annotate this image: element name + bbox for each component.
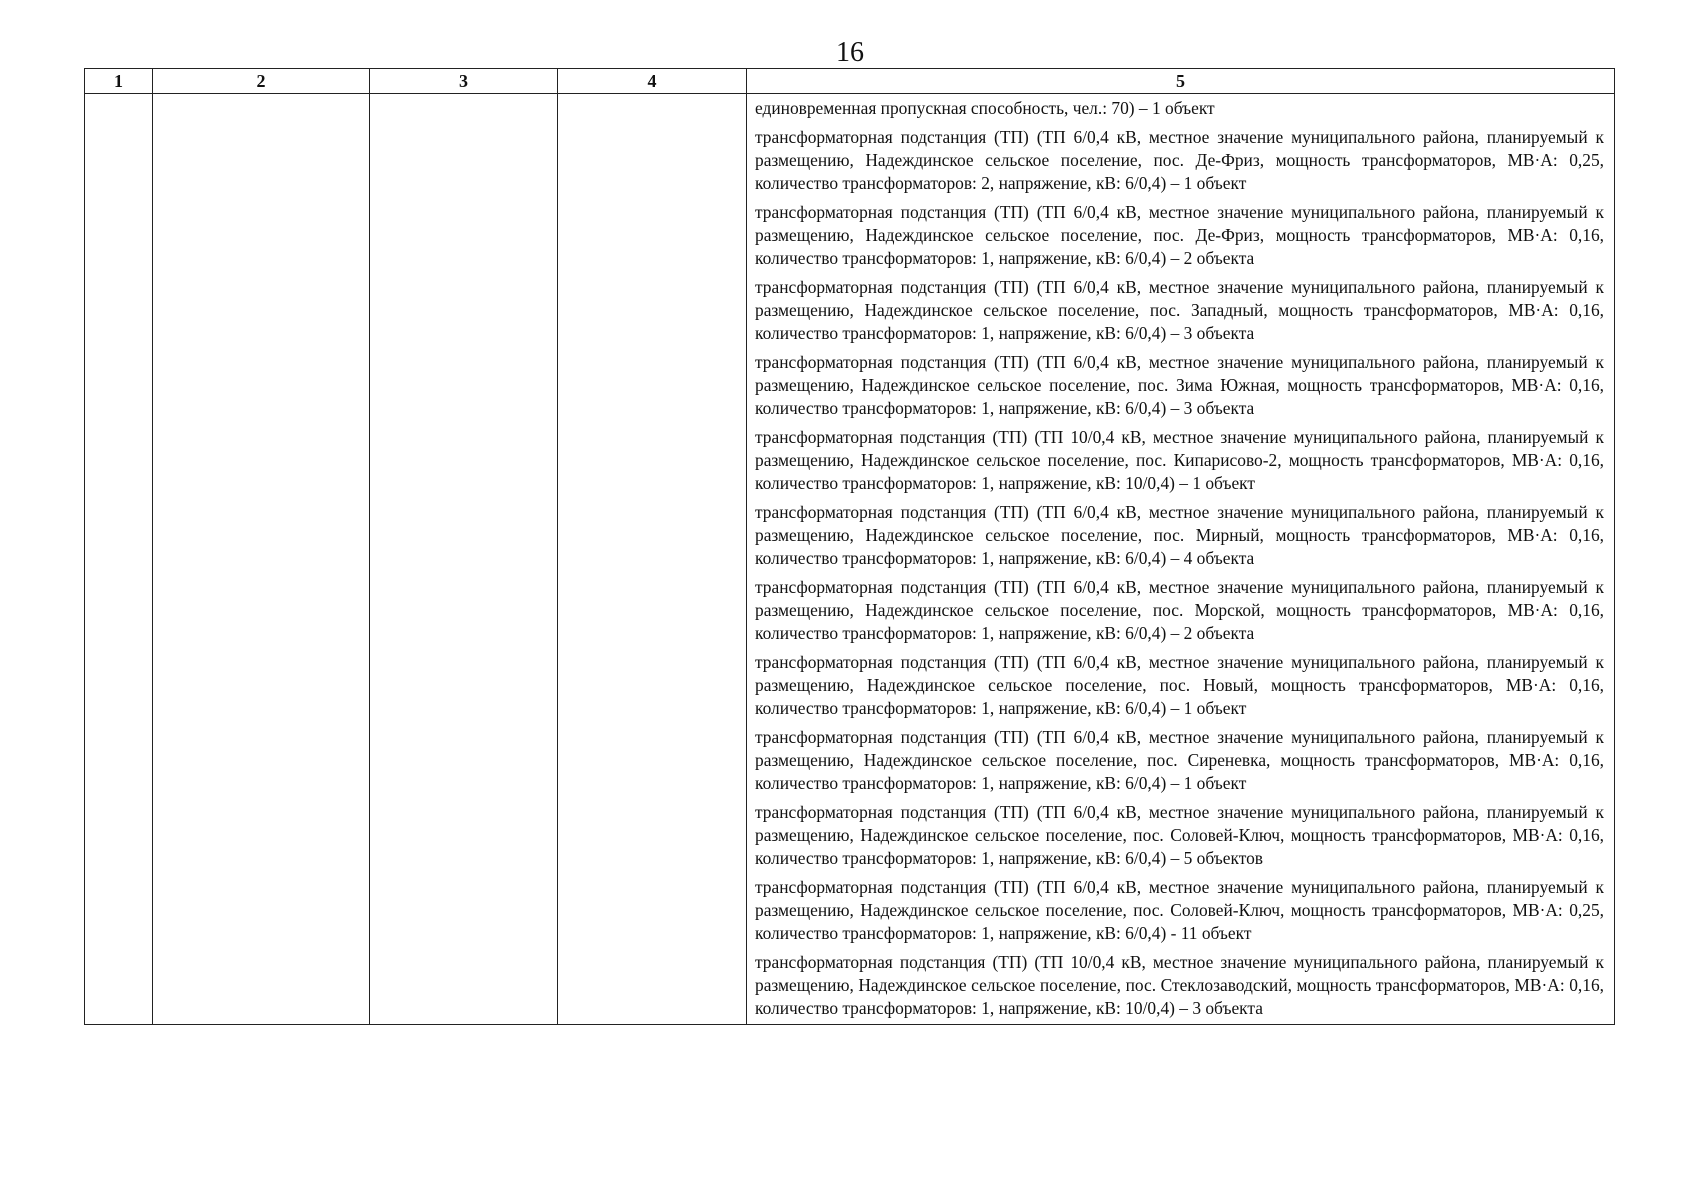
entry-paragraph: трансформаторная подстанция (ТП) (ТП 6/0,4 кВ, местное значение муниципального района, планируемый к размещению, Надеждинское сельское поселение, пос. Де-Фриз, мощность трансформаторов, МВ·А: 0,16, количество трансформаторов: 1, напряжение, кВ: 6/0,4) – 2 объекта xyxy=(755,202,1604,268)
entry-paragraph: трансформаторная подстанция (ТП) (ТП 10/0,4 кВ, местное значение муниципального района, планируемый к размещению, Надеждинское сельское поселение, пос. Кипарисово-2, мощность трансформаторов, МВ·А: 0,16, количество трансформаторов: 1, напряжение, кВ: 10/0,4) – 1 объект xyxy=(755,427,1604,493)
table-header-row xyxy=(85,69,1615,94)
entry-paragraph: трансформаторная подстанция (ТП) (ТП 6/0,4 кВ, местное значение муниципального района, планируемый к размещению, Надеждинское сельское поселение, пос. Сиреневка, мощность трансформаторов, МВ·А: 0,16, количество трансформаторов: 1, напряжение, кВ: 6/0,4) – 1 объект xyxy=(755,727,1604,793)
cell-col-3 xyxy=(370,94,558,1025)
column-header-5: 5 xyxy=(747,69,1615,94)
document-table xyxy=(84,68,1615,1025)
column-header-3: 3 xyxy=(370,69,558,94)
cell-col-1 xyxy=(85,94,153,1025)
entry-paragraph: трансформаторная подстанция (ТП) (ТП 6/0,4 кВ, местное значение муниципального района, планируемый к размещению, Надеждинское сельское поселение, пос. Западный, мощность трансформаторов, МВ·А: 0,16, количество трансформаторов: 1, напряжение, кВ: 6/0,4) – 3 объекта xyxy=(755,277,1604,343)
column-header-1: 1 xyxy=(85,69,153,94)
entry-paragraph: трансформаторная подстанция (ТП) (ТП 6/0,4 кВ, местное значение муниципального района, планируемый к размещению, Надеждинское сельское поселение, пос. Соловей-Ключ, мощность трансформаторов, МВ·А: 0,16, количество трансформаторов: 1, напряжение, кВ: 6/0,4) – 5 объектов xyxy=(755,802,1604,868)
entry-paragraph: трансформаторная подстанция (ТП) (ТП 6/0,4 кВ, местное значение муниципального района, планируемый к размещению, Надеждинское сельское поселение, пос. Новый, мощность трансформаторов, МВ·А: 0,16, количество трансформаторов: 1, напряжение, кВ: 6/0,4) – 1 объект xyxy=(755,652,1604,718)
cell-col-5 xyxy=(747,94,1615,1025)
entry-paragraph: трансформаторная подстанция (ТП) (ТП 6/0,4 кВ, местное значение муниципального района, планируемый к размещению, Надеждинское сельское поселение, пос. Мирный, мощность трансформаторов, МВ·А: 0,16, количество трансформаторов: 1, напряжение, кВ: 6/0,4) – 4 объекта xyxy=(755,502,1604,568)
column-header-2: 2 xyxy=(153,69,370,94)
entry-paragraph: трансформаторная подстанция (ТП) (ТП 6/0,4 кВ, местное значение муниципального района, планируемый к размещению, Надеждинское сельское поселение, пос. Де-Фриз, мощность трансформаторов, МВ·А: 0,25, количество трансформаторов: 2, напряжение, кВ: 6/0,4) – 1 объект xyxy=(755,127,1604,193)
entry-paragraph: трансформаторная подстанция (ТП) (ТП 6/0,4 кВ, местное значение муниципального района, планируемый к размещению, Надеждинское сельское поселение, пос. Соловей-Ключ, мощность трансформаторов, МВ·А: 0,25, количество трансформаторов: 1, напряжение, кВ: 6/0,4) - 11 объект xyxy=(755,877,1604,943)
page-number: 16 xyxy=(836,37,864,68)
cell-col-4 xyxy=(558,94,747,1025)
entry-paragraph: единовременная пропускная способность, чел.: 70) – 1 объект xyxy=(755,98,1215,118)
entry-paragraph: трансформаторная подстанция (ТП) (ТП 6/0,4 кВ, местное значение муниципального района, планируемый к размещению, Надеждинское сельское поселение, пос. Зима Южная, мощность трансформаторов, МВ·А: 0,16, количество трансформаторов: 1, напряжение, кВ: 6/0,4) – 3 объекта xyxy=(755,352,1604,418)
table-row xyxy=(85,94,1615,1025)
entry-paragraph: трансформаторная подстанция (ТП) (ТП 10/0,4 кВ, местное значение муниципального района, планируемый к размещению, Надеждинское сельское поселение, пос. Стеклозаводский, мощность трансформаторов, МВ·А: 0,16, количество трансформаторов: 1, напряжение, кВ: 10/0,4) – 3 объекта xyxy=(755,952,1604,1018)
entry-paragraph: трансформаторная подстанция (ТП) (ТП 6/0,4 кВ, местное значение муниципального района, планируемый к размещению, Надеждинское сельское поселение, пос. Морской, мощность трансформаторов, МВ·А: 0,16, количество трансформаторов: 1, напряжение, кВ: 6/0,4) – 2 объекта xyxy=(755,577,1604,643)
column-header-4: 4 xyxy=(558,69,747,94)
cell-col-2 xyxy=(153,94,370,1025)
